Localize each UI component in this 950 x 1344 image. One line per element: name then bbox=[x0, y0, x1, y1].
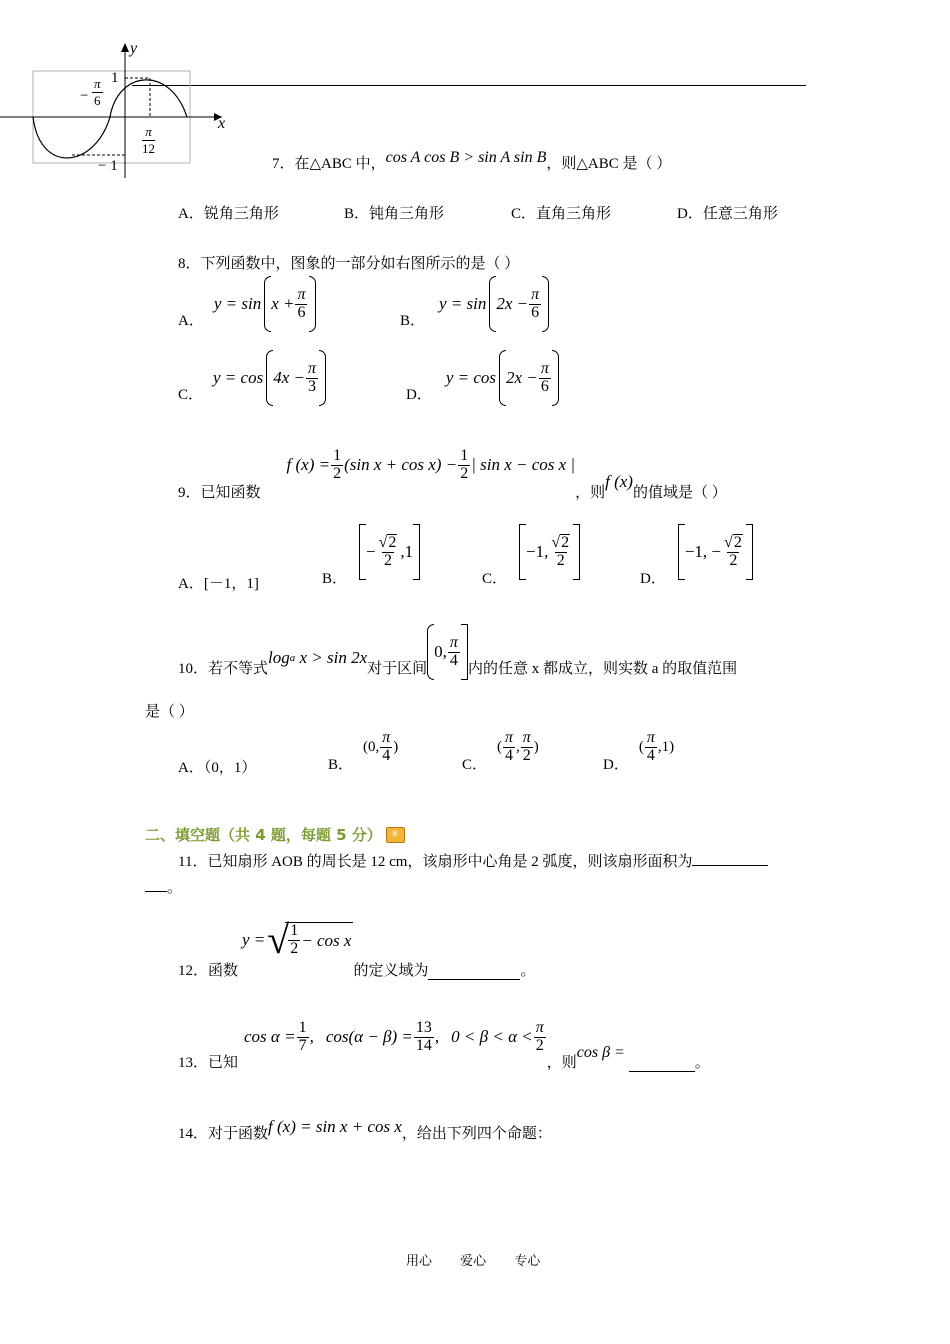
q10-c-tail: ) bbox=[533, 738, 539, 755]
q10-num: 10．若不等式 bbox=[178, 661, 269, 677]
q10-c-frac2 bbox=[521, 730, 533, 765]
q14-num: 14．对于函数 bbox=[178, 1126, 269, 1142]
q8-c-in: 4x − bbox=[273, 368, 305, 387]
q8-d-expr bbox=[446, 350, 559, 406]
q9-c-frac bbox=[549, 534, 572, 570]
q9-c-head: −1, bbox=[526, 542, 549, 561]
q9-part1: (sin x + cos x) − bbox=[344, 455, 458, 475]
q9-d-root: 2 bbox=[733, 534, 742, 552]
q10-mid: 对于区间 bbox=[367, 661, 428, 677]
q9-f: f (x) = bbox=[286, 455, 331, 475]
q8-c-expr bbox=[213, 350, 326, 406]
q13-num: 13．已知 bbox=[178, 1055, 239, 1071]
q10-int-head: 0, bbox=[434, 642, 447, 661]
q9-fx: f (x) bbox=[605, 472, 633, 491]
q10-expr2: x > sin 2x bbox=[299, 648, 368, 667]
q9-c-root: 2 bbox=[561, 534, 570, 552]
q9-expr bbox=[287, 448, 576, 483]
q9-d-expr bbox=[678, 524, 753, 580]
q12-y: y = bbox=[242, 930, 266, 949]
q10-sub: a bbox=[289, 652, 296, 664]
q10-d-head: ( bbox=[638, 738, 644, 755]
q9-c-rbracket bbox=[573, 524, 580, 580]
q9-c-sqrt: √ 2 bbox=[551, 533, 570, 552]
q12-frac bbox=[288, 923, 300, 958]
q7-option-d[interactable]: D．任意三角形 bbox=[677, 206, 778, 222]
q10-interval bbox=[427, 624, 468, 680]
q10-rbracket bbox=[461, 624, 468, 680]
q8-c-den: 3 bbox=[307, 377, 316, 395]
q13-expr bbox=[244, 1020, 547, 1055]
q13-cosb: cos β = bbox=[576, 1044, 625, 1061]
q13-c2: , bbox=[434, 1027, 440, 1047]
q8-d-rparen bbox=[552, 350, 559, 406]
y-axis-arrow bbox=[121, 43, 129, 52]
q9-frac2 bbox=[458, 448, 470, 483]
q10-c-pi2: π bbox=[522, 729, 531, 746]
q9-b-den: 2 bbox=[384, 552, 392, 569]
q13-n1: 1 bbox=[298, 1019, 307, 1036]
graph-y-label: y bbox=[130, 40, 138, 57]
q10-c-head: ( bbox=[497, 738, 503, 755]
q9-line bbox=[178, 448, 727, 502]
q9-b-sqrt: √ 2 bbox=[378, 533, 397, 552]
q8-b-pi: π bbox=[531, 285, 540, 303]
q8-d-in: 2x − bbox=[506, 368, 538, 387]
q13-frac3 bbox=[534, 1020, 546, 1055]
folder-icon-star: ✳ bbox=[390, 828, 400, 840]
q8-b-lparen bbox=[489, 276, 496, 332]
q12-rest: − cos x bbox=[301, 930, 352, 950]
q10-line bbox=[178, 624, 737, 678]
q7-num: 7．在△ABC 中， bbox=[272, 156, 386, 172]
q13-c3: ，则 bbox=[546, 1055, 577, 1071]
q12-expr bbox=[242, 917, 353, 962]
q13-d1: 7 bbox=[298, 1036, 307, 1054]
q13-n2: 13 bbox=[415, 1019, 432, 1036]
q9-b-expr bbox=[359, 524, 420, 580]
q8-d-frac bbox=[539, 361, 551, 396]
q9-c-den: 2 bbox=[556, 552, 565, 569]
q8-d-lparen bbox=[499, 350, 506, 406]
q9-d-sqrt: √ 2 bbox=[724, 533, 742, 552]
q10-expr bbox=[268, 648, 367, 668]
q10-b-frac bbox=[380, 730, 392, 765]
q8-a-in: x + bbox=[271, 294, 295, 313]
q10-c-den2: 2 bbox=[522, 746, 531, 764]
q10-line2: 是（ ） bbox=[145, 704, 194, 720]
q7-tail: ，则△ABC 是（ ） bbox=[546, 156, 672, 172]
q10-int-frac bbox=[448, 635, 460, 670]
q10-b-expr bbox=[363, 730, 398, 765]
q9-one-a: 1 bbox=[333, 447, 342, 464]
q9-d-den: 2 bbox=[729, 552, 738, 569]
q7-line bbox=[272, 149, 672, 173]
folder-icon[interactable] bbox=[386, 827, 405, 843]
section-2-header bbox=[145, 824, 405, 845]
graph-pos-frac bbox=[142, 124, 155, 156]
q8-b-expr bbox=[439, 276, 549, 332]
q9-d-head: −1, − bbox=[684, 542, 722, 561]
graph-pos-pi: π bbox=[142, 124, 155, 141]
q8-b-rparen bbox=[542, 276, 549, 332]
q10-c-pi1: π bbox=[505, 729, 514, 746]
q10-b-tail: ) bbox=[393, 738, 399, 755]
q10-int-pi: π bbox=[449, 633, 458, 651]
q9-b-root: 2 bbox=[388, 534, 397, 552]
q10-d-tail: ,1) bbox=[657, 738, 675, 755]
q13-end: 。 bbox=[694, 1055, 710, 1071]
q13-frac2 bbox=[414, 1020, 434, 1055]
q8-c-rparen bbox=[319, 350, 326, 406]
q8-a-frac bbox=[295, 287, 307, 322]
q10-d-expr bbox=[639, 730, 674, 765]
q8-option-d[interactable] bbox=[406, 350, 559, 404]
q8-d-label: D． bbox=[406, 387, 432, 403]
q9-option-b[interactable] bbox=[322, 524, 420, 588]
q8-a-expr bbox=[214, 276, 316, 332]
q8-d-pi: π bbox=[540, 359, 549, 377]
q12-blank[interactable] bbox=[428, 965, 520, 980]
q7-expr: cos A cos B > sin A sin B bbox=[385, 149, 547, 166]
q9-comma: ，则 bbox=[575, 485, 606, 501]
q7-option-a[interactable]: A．锐角三角形 bbox=[178, 206, 279, 222]
q9-d-rbracket bbox=[746, 524, 753, 580]
q9-c-lbracket bbox=[519, 524, 526, 580]
q9-part2: | sin x − cos x | bbox=[471, 455, 576, 475]
q10-option-b[interactable] bbox=[328, 730, 398, 774]
q9-d-label: D． bbox=[640, 571, 666, 587]
q8-a-den: 6 bbox=[297, 303, 306, 321]
q9-b-rbracket bbox=[413, 524, 420, 580]
q10-d-label: D． bbox=[603, 757, 629, 773]
sine-curve bbox=[33, 80, 187, 158]
q10-c-label: C． bbox=[462, 757, 488, 773]
q10-tail: 内的任意 x 都成立，则实数 a 的取值范围 bbox=[467, 661, 738, 677]
q8-a-rparen bbox=[309, 276, 316, 332]
q8-d-den: 6 bbox=[540, 377, 549, 395]
q9-b-lbracket bbox=[359, 524, 366, 580]
q9-c-label: C． bbox=[482, 571, 508, 587]
q9-option-d[interactable] bbox=[640, 524, 753, 588]
q10-option-c[interactable] bbox=[462, 730, 539, 774]
q11-line2 bbox=[145, 876, 182, 897]
q9-b-tail: ,1 bbox=[400, 542, 414, 561]
q8-d-fn: y = cos bbox=[445, 368, 497, 387]
q8-b-frac bbox=[529, 287, 541, 322]
q8-b-in: 2x − bbox=[496, 294, 529, 313]
q9-d-frac bbox=[722, 534, 745, 570]
q13-cosab: cos(α − β) = bbox=[325, 1027, 413, 1047]
q12-sqrt-sign: √ bbox=[267, 917, 290, 962]
q9-b-neg: − bbox=[366, 542, 376, 561]
sine-graph bbox=[0, 40, 240, 180]
graph-pos-den: 12 bbox=[142, 140, 155, 156]
q9-option-a[interactable]: A．[－1，1] bbox=[178, 576, 259, 592]
q10-b-pi: π bbox=[382, 729, 391, 746]
graph-y-top: 1 bbox=[111, 70, 119, 86]
q9-tail: 的值域是（ ） bbox=[632, 485, 727, 501]
q13-line bbox=[178, 1020, 710, 1072]
q13-blank[interactable] bbox=[629, 1057, 695, 1072]
q9-two-a: 2 bbox=[333, 464, 342, 482]
q13-ineq: 0 < β < α < bbox=[451, 1027, 533, 1047]
q9-num: 9．已知函数 bbox=[178, 485, 261, 501]
q14-line bbox=[178, 1117, 552, 1143]
q10-d-den: 4 bbox=[646, 746, 655, 764]
q12-num: 12．函数 bbox=[178, 963, 239, 979]
graph-y-bottom: − 1 bbox=[98, 158, 118, 174]
q8-a-label: A． bbox=[178, 313, 204, 329]
graph-neg-pi: π bbox=[94, 76, 101, 91]
q9-one-b: 1 bbox=[460, 447, 469, 464]
q8-b-den: 6 bbox=[531, 303, 540, 321]
q9-frac1 bbox=[331, 448, 343, 483]
q10-d-pi: π bbox=[646, 729, 655, 746]
q8-c-pi: π bbox=[307, 359, 316, 377]
q12-tail: 的定义域为 bbox=[353, 963, 429, 979]
q13-c1: , bbox=[309, 1027, 314, 1047]
q13-d2: 14 bbox=[415, 1036, 432, 1054]
q8-c-lparen bbox=[266, 350, 273, 406]
section-2-title: 二、填空题（共 4 题，每题 5 分） bbox=[145, 826, 382, 844]
q11-line bbox=[178, 850, 768, 871]
page-footer: 用心 爱心 专心 bbox=[406, 1254, 541, 1269]
q7-option-b[interactable]: B．钝角三角形 bbox=[344, 206, 445, 222]
q13-d3: 2 bbox=[535, 1036, 544, 1054]
q9-b-label: B． bbox=[322, 571, 348, 587]
q10-c-den1: 4 bbox=[505, 746, 514, 764]
q9-b-frac bbox=[377, 534, 400, 570]
q8-option-a[interactable] bbox=[178, 276, 316, 330]
graph-neg-sign: − bbox=[80, 88, 89, 104]
q9-option-c[interactable] bbox=[482, 524, 580, 588]
q10-b-den: 4 bbox=[382, 746, 391, 764]
q12-end: 。 bbox=[520, 963, 536, 979]
q14-tail: ，给出下列四个命题： bbox=[401, 1126, 552, 1142]
q13-cosa: cos α = bbox=[244, 1027, 296, 1047]
q9-d-lbracket bbox=[678, 524, 685, 580]
q10-c-expr bbox=[497, 730, 539, 765]
q14-expr: f (x) = sin x + cos x bbox=[268, 1117, 402, 1136]
q7-option-c[interactable]: C．直角三角形 bbox=[511, 206, 612, 222]
q12-two: 2 bbox=[290, 940, 299, 957]
q10-option-a[interactable]: A．（0，1） bbox=[178, 760, 257, 776]
q13-frac1 bbox=[297, 1020, 309, 1055]
q10-b-head: (0, bbox=[363, 738, 380, 755]
q10-c-comma: , bbox=[516, 738, 520, 755]
graph-neg-den: 6 bbox=[94, 92, 101, 108]
q10-int-den: 4 bbox=[449, 651, 458, 669]
q10-log: log bbox=[268, 648, 290, 667]
q8-text: 8．下列函数中，图象的一部分如右图所示的是（ ） bbox=[178, 256, 520, 272]
q8-c-fn: y = cos bbox=[213, 368, 264, 387]
q11-text: 11．已知扇形 AOB 的周长是 12 cm，该扇形中心角是 2 弧度，则该扇形面积为 bbox=[178, 854, 693, 870]
q9-two-b: 2 bbox=[460, 464, 469, 482]
q8-b-fn: y = sin bbox=[439, 294, 487, 313]
q10-c-frac1 bbox=[503, 730, 515, 765]
q10-d-frac bbox=[645, 730, 657, 765]
q10-option-d[interactable] bbox=[603, 730, 674, 774]
graph-x-label: x bbox=[218, 115, 226, 132]
q8-option-c[interactable] bbox=[178, 350, 326, 404]
q8-a-fn: y = sin bbox=[213, 294, 262, 313]
q12-one: 1 bbox=[290, 922, 299, 940]
q8-a-pi: π bbox=[297, 285, 306, 303]
q10-b-label: B． bbox=[328, 757, 354, 773]
q8-option-b[interactable] bbox=[400, 276, 549, 330]
q8-c-frac bbox=[306, 361, 318, 396]
q13-pi: π bbox=[535, 1019, 544, 1036]
q11-blank-1[interactable] bbox=[692, 851, 768, 866]
q12-line bbox=[178, 917, 536, 980]
q11-blank-2[interactable] bbox=[145, 877, 167, 892]
graph-neg-frac bbox=[92, 76, 103, 108]
q8-c-label: C． bbox=[178, 387, 204, 403]
q8-b-label: B． bbox=[400, 313, 426, 329]
q12-radicand bbox=[285, 922, 353, 958]
q11-tail: 。 bbox=[167, 880, 183, 896]
q9-c-expr bbox=[519, 524, 580, 580]
q10-lparen bbox=[427, 624, 434, 680]
